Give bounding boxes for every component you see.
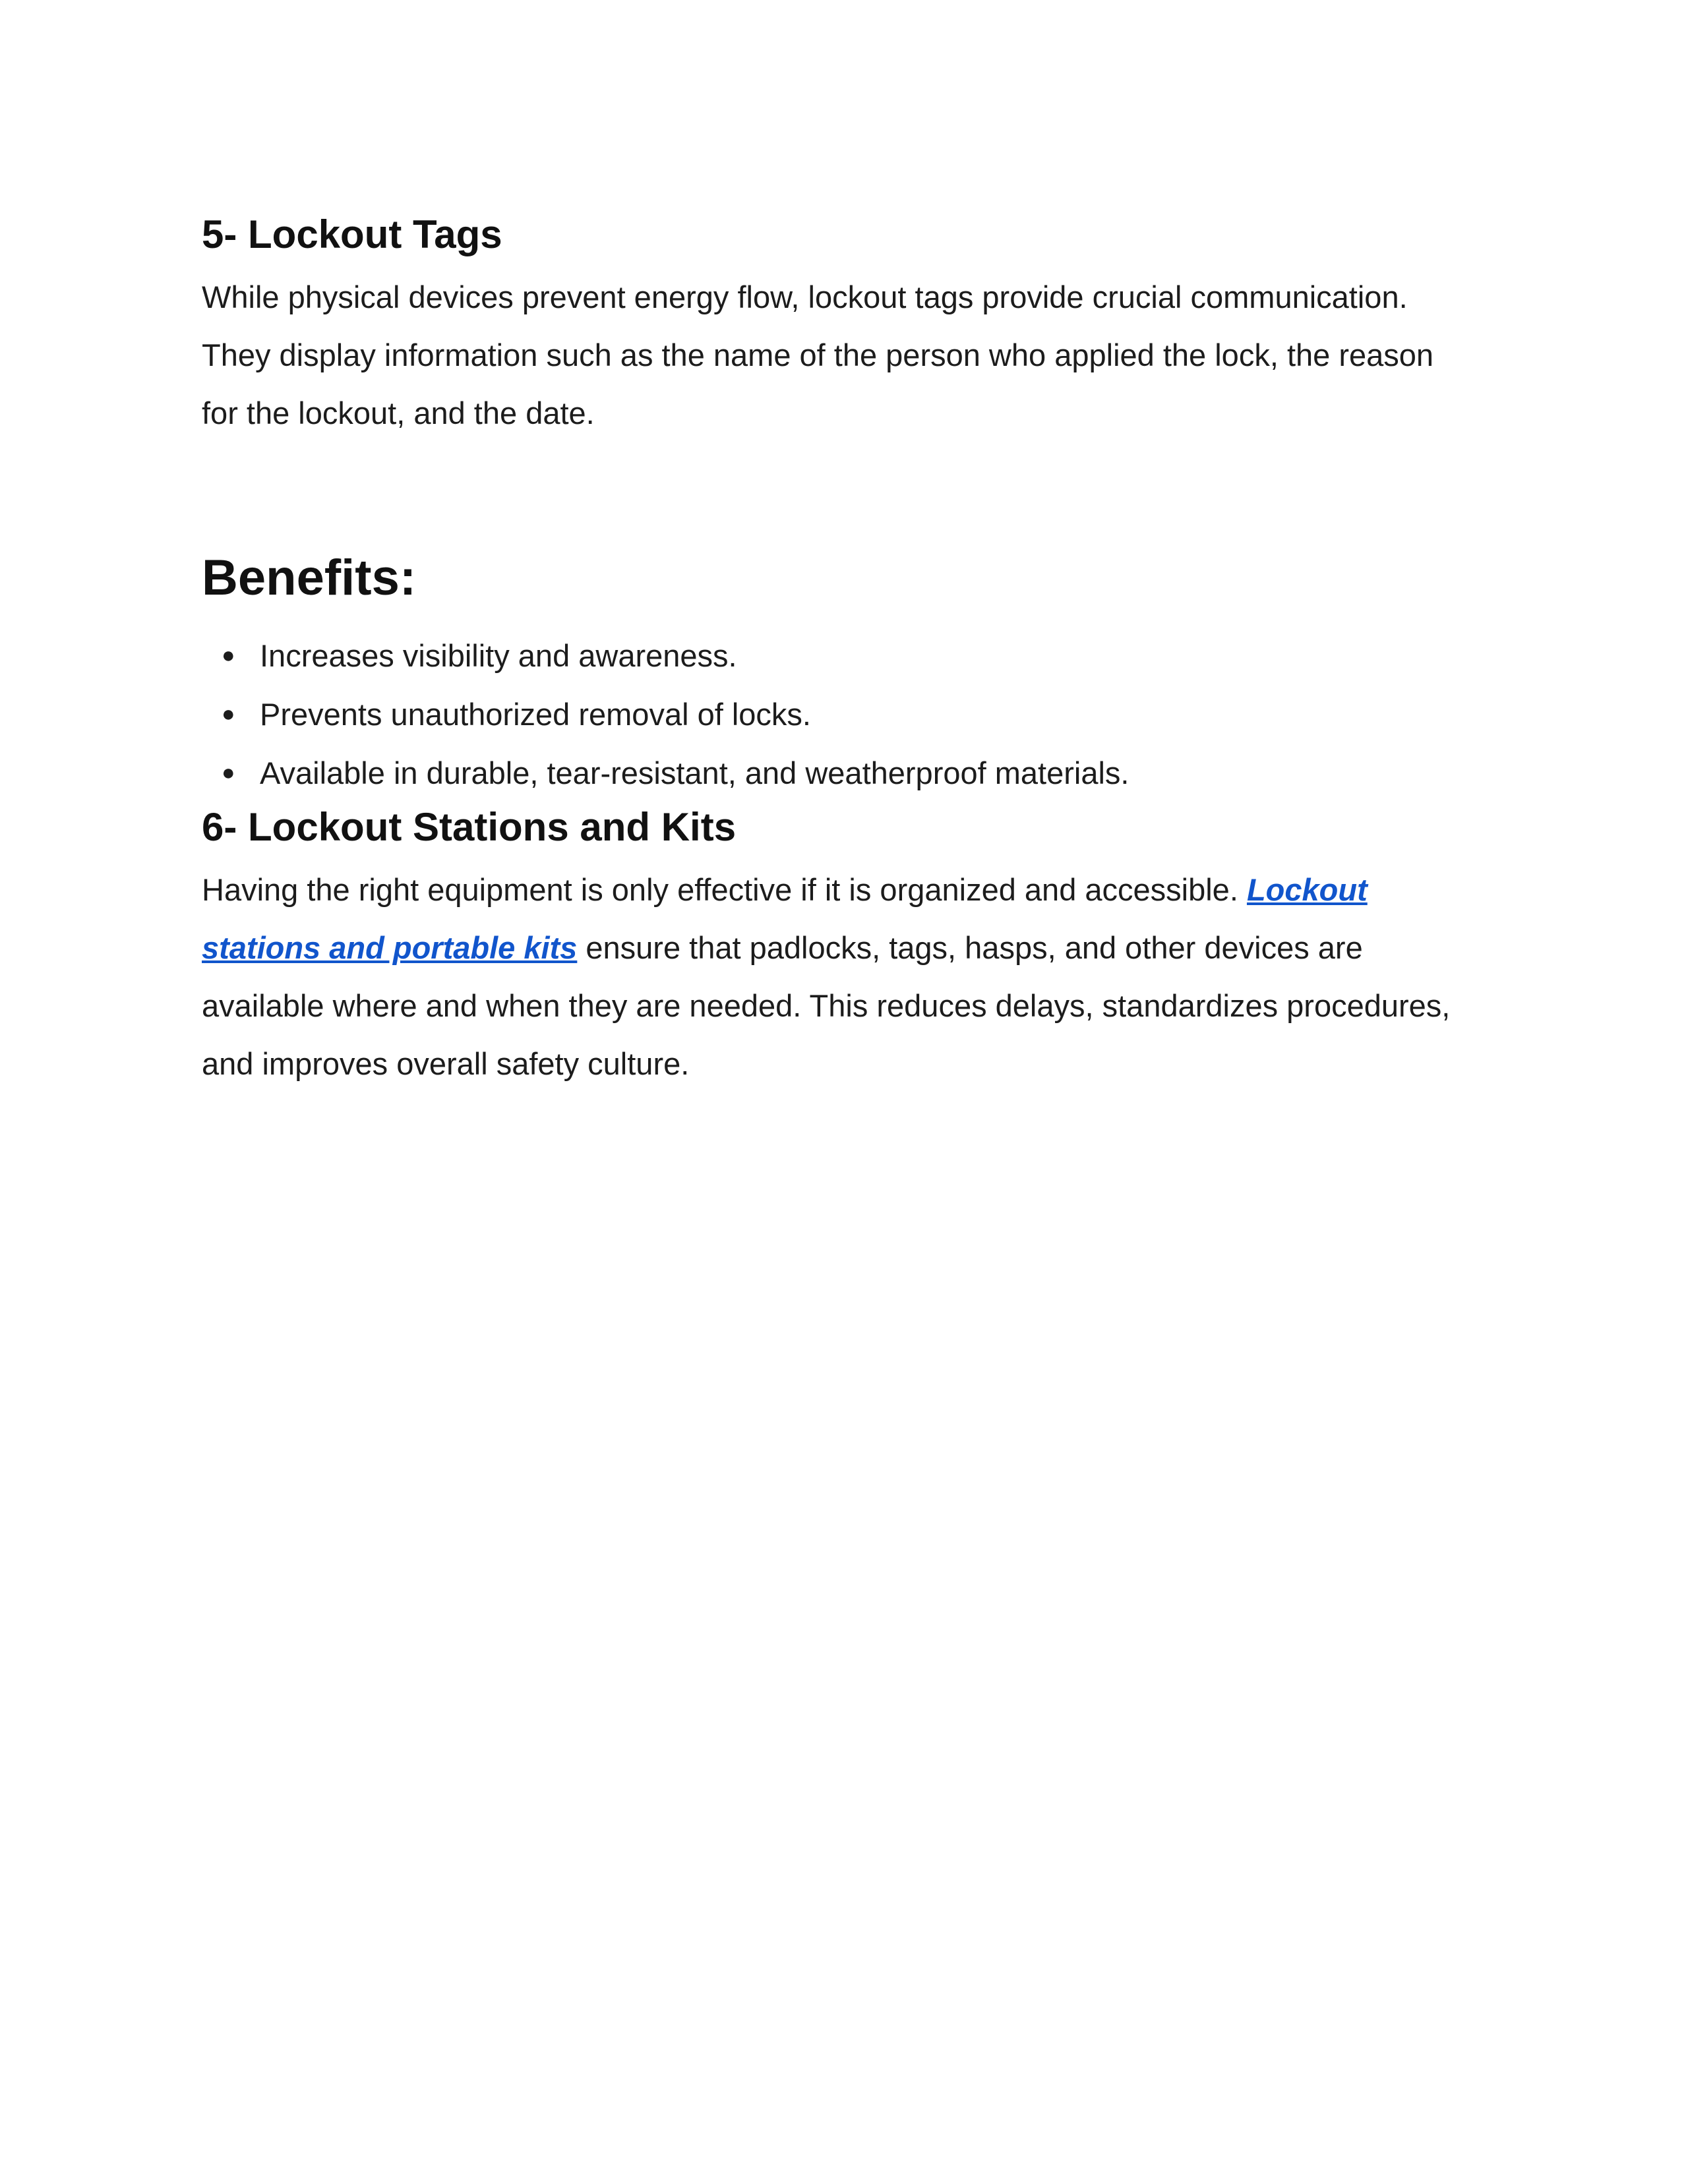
paragraph-lockout-stations <box>202 861 1470 1093</box>
list-item-text: Increases visibility and awareness. <box>260 638 737 674</box>
list-item <box>222 685 1470 744</box>
document-content <box>202 210 1470 1093</box>
paragraph-text-before-link: Having the right equipment is only effective if it is organized and accessible. <box>202 872 1247 908</box>
bullet-icon: ● <box>222 643 235 668</box>
list-item <box>222 626 1470 685</box>
bullet-icon: ● <box>222 760 235 786</box>
heading-lockout-stations: 6- Lockout Stations and Kits <box>202 805 737 850</box>
list-item <box>222 744 1470 802</box>
benefits-list <box>202 626 1470 802</box>
heading-benefits: Benefits: <box>202 550 417 606</box>
bullet-icon: ● <box>222 701 235 727</box>
heading-lockout-tags: 5- Lockout Tags <box>202 212 502 256</box>
paragraph-text-after-link: ensure that padlocks, tags, hasps, and other devices are available where and when they are needed. This reduces delays, standardizes procedures, and improves overall safety culture. <box>202 930 1451 1082</box>
list-item-text: Available in durable, tear-resistant, and weatherproof materials. <box>260 755 1130 791</box>
list-item-text: Prevents unauthorized removal of locks. <box>260 697 811 732</box>
paragraph-lockout-tags: While physical devices prevent energy flow, lockout tags provide crucial communication. They display information such as the name of the person who applied the lock, the reason for the lockout, and the date. <box>202 280 1434 430</box>
lockout-stations-link[interactable]: Lockout stations and portable kits <box>202 872 1368 966</box>
